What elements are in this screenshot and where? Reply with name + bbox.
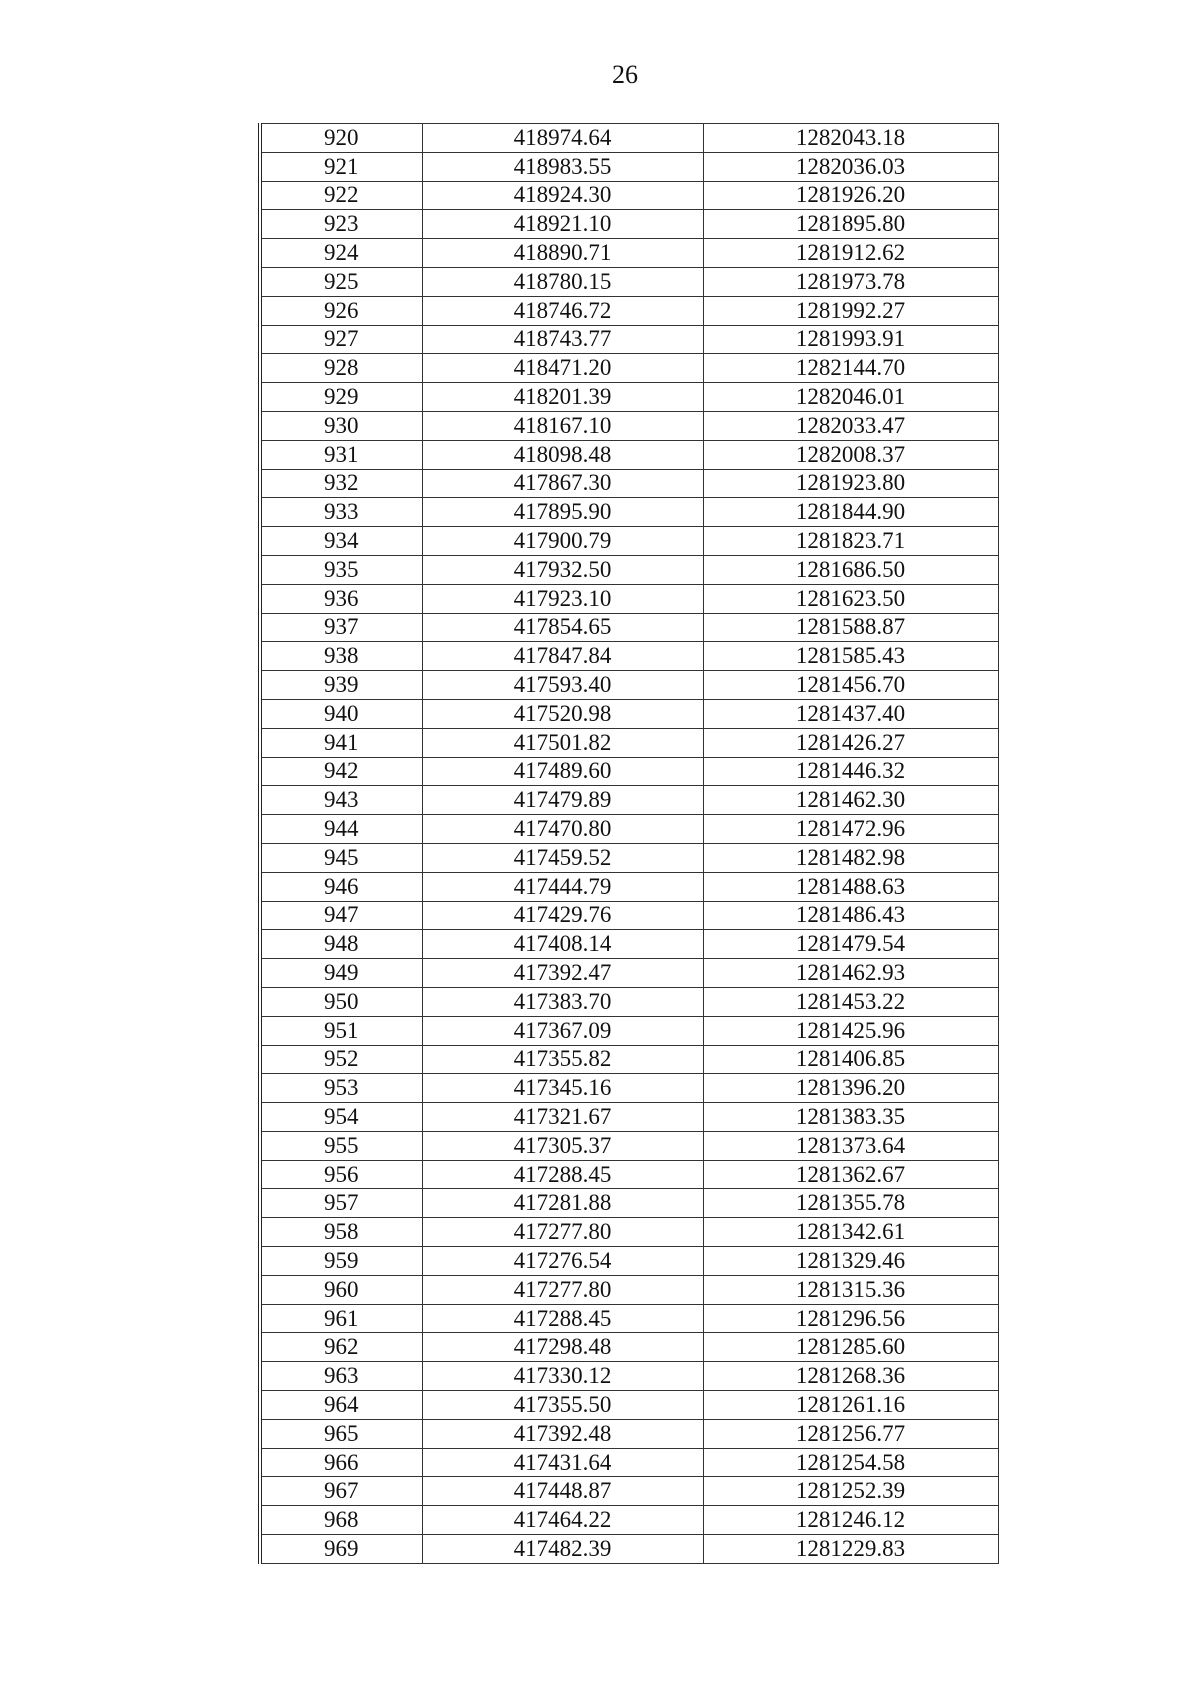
point-number-cell: 954 [262, 1103, 422, 1132]
point-number-cell: 928 [262, 354, 422, 383]
point-number-cell: 939 [262, 671, 422, 700]
x-coordinate-cell: 418746.72 [422, 296, 703, 325]
point-number-cell: 956 [262, 1160, 422, 1189]
x-coordinate-cell: 417408.14 [422, 930, 703, 959]
table-row [262, 1131, 998, 1160]
point-number-cell: 960 [262, 1275, 422, 1304]
table-row [262, 1391, 998, 1420]
x-coordinate-cell: 417355.50 [422, 1391, 703, 1420]
y-coordinate-cell: 1282046.01 [703, 383, 998, 412]
x-coordinate-cell: 417345.16 [422, 1074, 703, 1103]
point-number-cell: 932 [262, 469, 422, 498]
point-number-cell: 948 [262, 930, 422, 959]
point-number-cell: 923 [262, 210, 422, 239]
y-coordinate-cell: 1281486.43 [703, 901, 998, 930]
table-row [262, 959, 998, 988]
y-coordinate-cell: 1281246.12 [703, 1506, 998, 1535]
table-row [262, 987, 998, 1016]
x-coordinate-cell: 417392.47 [422, 959, 703, 988]
y-coordinate-cell: 1281912.62 [703, 239, 998, 268]
table-row [262, 757, 998, 786]
point-number-cell: 925 [262, 267, 422, 296]
x-coordinate-cell: 417932.50 [422, 555, 703, 584]
x-coordinate-cell: 417479.89 [422, 786, 703, 815]
point-number-cell: 941 [262, 728, 422, 757]
point-number-cell: 946 [262, 872, 422, 901]
y-coordinate-cell: 1281686.50 [703, 555, 998, 584]
table-row [262, 152, 998, 181]
table-row [262, 1247, 998, 1276]
point-number-cell: 940 [262, 699, 422, 728]
table-row [262, 1477, 998, 1506]
point-number-cell: 943 [262, 786, 422, 815]
coordinates-table-body [262, 124, 998, 1564]
y-coordinate-cell: 1281256.77 [703, 1419, 998, 1448]
table-row [262, 1074, 998, 1103]
x-coordinate-cell: 418974.64 [422, 124, 703, 153]
y-coordinate-cell: 1281425.96 [703, 1016, 998, 1045]
x-coordinate-cell: 418201.39 [422, 383, 703, 412]
table-row [262, 1189, 998, 1218]
table-row [262, 1506, 998, 1535]
table-row [262, 440, 998, 469]
x-coordinate-cell: 417281.88 [422, 1189, 703, 1218]
point-number-cell: 935 [262, 555, 422, 584]
x-coordinate-cell: 418743.77 [422, 325, 703, 354]
x-coordinate-cell: 418921.10 [422, 210, 703, 239]
x-coordinate-cell: 417867.30 [422, 469, 703, 498]
table-row [262, 325, 998, 354]
y-coordinate-cell: 1281406.85 [703, 1045, 998, 1074]
point-number-cell: 942 [262, 757, 422, 786]
point-number-cell: 961 [262, 1304, 422, 1333]
x-coordinate-cell: 418983.55 [422, 152, 703, 181]
y-coordinate-cell: 1281254.58 [703, 1448, 998, 1477]
x-coordinate-cell: 418098.48 [422, 440, 703, 469]
point-number-cell: 930 [262, 411, 422, 440]
x-coordinate-cell: 417489.60 [422, 757, 703, 786]
y-coordinate-cell: 1281355.78 [703, 1189, 998, 1218]
coordinates-table [262, 123, 999, 1564]
table-row [262, 872, 998, 901]
x-coordinate-cell: 417520.98 [422, 699, 703, 728]
table-row [262, 411, 998, 440]
point-number-cell: 950 [262, 987, 422, 1016]
x-coordinate-cell: 417429.76 [422, 901, 703, 930]
x-coordinate-cell: 417305.37 [422, 1131, 703, 1160]
table-row [262, 1103, 998, 1132]
table-row [262, 1535, 998, 1564]
x-coordinate-cell: 417277.80 [422, 1275, 703, 1304]
x-coordinate-cell: 417482.39 [422, 1535, 703, 1564]
table-row [262, 642, 998, 671]
y-coordinate-cell: 1281285.60 [703, 1333, 998, 1362]
table-row [262, 1016, 998, 1045]
y-coordinate-cell: 1281373.64 [703, 1131, 998, 1160]
table-row [262, 498, 998, 527]
table-row [262, 383, 998, 412]
y-coordinate-cell: 1281588.87 [703, 613, 998, 642]
table-row [262, 527, 998, 556]
x-coordinate-cell: 417900.79 [422, 527, 703, 556]
point-number-cell: 964 [262, 1391, 422, 1420]
x-coordinate-cell: 417298.48 [422, 1333, 703, 1362]
table-row [262, 1333, 998, 1362]
x-coordinate-cell: 417431.64 [422, 1448, 703, 1477]
point-number-cell: 934 [262, 527, 422, 556]
table-row [262, 1304, 998, 1333]
point-number-cell: 957 [262, 1189, 422, 1218]
y-coordinate-cell: 1282036.03 [703, 152, 998, 181]
point-number-cell: 931 [262, 440, 422, 469]
table-row [262, 354, 998, 383]
y-coordinate-cell: 1281462.30 [703, 786, 998, 815]
y-coordinate-cell: 1281992.27 [703, 296, 998, 325]
x-coordinate-cell: 417321.67 [422, 1103, 703, 1132]
table-row [262, 1419, 998, 1448]
x-coordinate-cell: 417355.82 [422, 1045, 703, 1074]
point-number-cell: 936 [262, 584, 422, 613]
x-coordinate-cell: 417501.82 [422, 728, 703, 757]
table-row [262, 1218, 998, 1247]
point-number-cell: 920 [262, 124, 422, 153]
y-coordinate-cell: 1281479.54 [703, 930, 998, 959]
y-coordinate-cell: 1281426.27 [703, 728, 998, 757]
y-coordinate-cell: 1281895.80 [703, 210, 998, 239]
table-row [262, 210, 998, 239]
x-coordinate-cell: 417383.70 [422, 987, 703, 1016]
point-number-cell: 945 [262, 843, 422, 872]
point-number-cell: 947 [262, 901, 422, 930]
table-row [262, 671, 998, 700]
x-coordinate-cell: 417593.40 [422, 671, 703, 700]
y-coordinate-cell: 1281252.39 [703, 1477, 998, 1506]
x-coordinate-cell: 417288.45 [422, 1304, 703, 1333]
point-number-cell: 952 [262, 1045, 422, 1074]
point-number-cell: 959 [262, 1247, 422, 1276]
y-coordinate-cell: 1281488.63 [703, 872, 998, 901]
y-coordinate-cell: 1281362.67 [703, 1160, 998, 1189]
point-number-cell: 929 [262, 383, 422, 412]
y-coordinate-cell: 1281329.46 [703, 1247, 998, 1276]
y-coordinate-cell: 1282043.18 [703, 124, 998, 153]
y-coordinate-cell: 1281926.20 [703, 181, 998, 210]
point-number-cell: 966 [262, 1448, 422, 1477]
y-coordinate-cell: 1281844.90 [703, 498, 998, 527]
table-row [262, 699, 998, 728]
x-coordinate-cell: 417277.80 [422, 1218, 703, 1247]
y-coordinate-cell: 1281261.16 [703, 1391, 998, 1420]
x-coordinate-cell: 417392.48 [422, 1419, 703, 1448]
point-number-cell: 927 [262, 325, 422, 354]
y-coordinate-cell: 1281993.91 [703, 325, 998, 354]
table-row [262, 555, 998, 584]
point-number-cell: 926 [262, 296, 422, 325]
table-row [262, 124, 998, 153]
y-coordinate-cell: 1281229.83 [703, 1535, 998, 1564]
y-coordinate-cell: 1281923.80 [703, 469, 998, 498]
x-coordinate-cell: 417470.80 [422, 815, 703, 844]
point-number-cell: 968 [262, 1506, 422, 1535]
x-coordinate-cell: 417464.22 [422, 1506, 703, 1535]
y-coordinate-cell: 1282033.47 [703, 411, 998, 440]
x-coordinate-cell: 417847.84 [422, 642, 703, 671]
y-coordinate-cell: 1282008.37 [703, 440, 998, 469]
x-coordinate-cell: 417459.52 [422, 843, 703, 872]
y-coordinate-cell: 1281623.50 [703, 584, 998, 613]
point-number-cell: 955 [262, 1131, 422, 1160]
table-row [262, 728, 998, 757]
y-coordinate-cell: 1281315.36 [703, 1275, 998, 1304]
x-coordinate-cell: 417330.12 [422, 1362, 703, 1391]
y-coordinate-cell: 1281823.71 [703, 527, 998, 556]
point-number-cell: 921 [262, 152, 422, 181]
point-number-cell: 963 [262, 1362, 422, 1391]
point-number-cell: 922 [262, 181, 422, 210]
point-number-cell: 958 [262, 1218, 422, 1247]
table-row [262, 469, 998, 498]
x-coordinate-cell: 417923.10 [422, 584, 703, 613]
x-coordinate-cell: 417448.87 [422, 1477, 703, 1506]
point-number-cell: 962 [262, 1333, 422, 1362]
y-coordinate-cell: 1281456.70 [703, 671, 998, 700]
table-row [262, 296, 998, 325]
table-row [262, 1045, 998, 1074]
x-coordinate-cell: 417288.45 [422, 1160, 703, 1189]
point-number-cell: 951 [262, 1016, 422, 1045]
x-coordinate-cell: 418890.71 [422, 239, 703, 268]
x-coordinate-cell: 417367.09 [422, 1016, 703, 1045]
y-coordinate-cell: 1281342.61 [703, 1218, 998, 1247]
point-number-cell: 933 [262, 498, 422, 527]
table-row [262, 1275, 998, 1304]
point-number-cell: 953 [262, 1074, 422, 1103]
table-row [262, 239, 998, 268]
x-coordinate-cell: 418167.10 [422, 411, 703, 440]
x-coordinate-cell: 418924.30 [422, 181, 703, 210]
y-coordinate-cell: 1281296.56 [703, 1304, 998, 1333]
y-coordinate-cell: 1281396.20 [703, 1074, 998, 1103]
table-row [262, 901, 998, 930]
y-coordinate-cell: 1281383.35 [703, 1103, 998, 1132]
table-row [262, 584, 998, 613]
table-row [262, 786, 998, 815]
y-coordinate-cell: 1281446.32 [703, 757, 998, 786]
table-row [262, 815, 998, 844]
point-number-cell: 965 [262, 1419, 422, 1448]
table-row [262, 267, 998, 296]
y-coordinate-cell: 1281973.78 [703, 267, 998, 296]
point-number-cell: 969 [262, 1535, 422, 1564]
x-coordinate-cell: 418471.20 [422, 354, 703, 383]
table-row [262, 613, 998, 642]
point-number-cell: 967 [262, 1477, 422, 1506]
table-row [262, 1448, 998, 1477]
y-coordinate-cell: 1281268.36 [703, 1362, 998, 1391]
y-coordinate-cell: 1281482.98 [703, 843, 998, 872]
x-coordinate-cell: 417854.65 [422, 613, 703, 642]
table-row [262, 930, 998, 959]
x-coordinate-cell: 417444.79 [422, 872, 703, 901]
y-coordinate-cell: 1281462.93 [703, 959, 998, 988]
table-row [262, 1160, 998, 1189]
coordinates-table-frame [258, 123, 1000, 1564]
point-number-cell: 937 [262, 613, 422, 642]
point-number-cell: 924 [262, 239, 422, 268]
table-row [262, 181, 998, 210]
y-coordinate-cell: 1281472.96 [703, 815, 998, 844]
point-number-cell: 949 [262, 959, 422, 988]
table-row [262, 843, 998, 872]
y-coordinate-cell: 1281437.40 [703, 699, 998, 728]
point-number-cell: 944 [262, 815, 422, 844]
x-coordinate-cell: 417895.90 [422, 498, 703, 527]
y-coordinate-cell: 1282144.70 [703, 354, 998, 383]
table-row [262, 1362, 998, 1391]
point-number-cell: 938 [262, 642, 422, 671]
x-coordinate-cell: 417276.54 [422, 1247, 703, 1276]
x-coordinate-cell: 418780.15 [422, 267, 703, 296]
y-coordinate-cell: 1281585.43 [703, 642, 998, 671]
y-coordinate-cell: 1281453.22 [703, 987, 998, 1016]
page-number: 26 [612, 60, 638, 89]
